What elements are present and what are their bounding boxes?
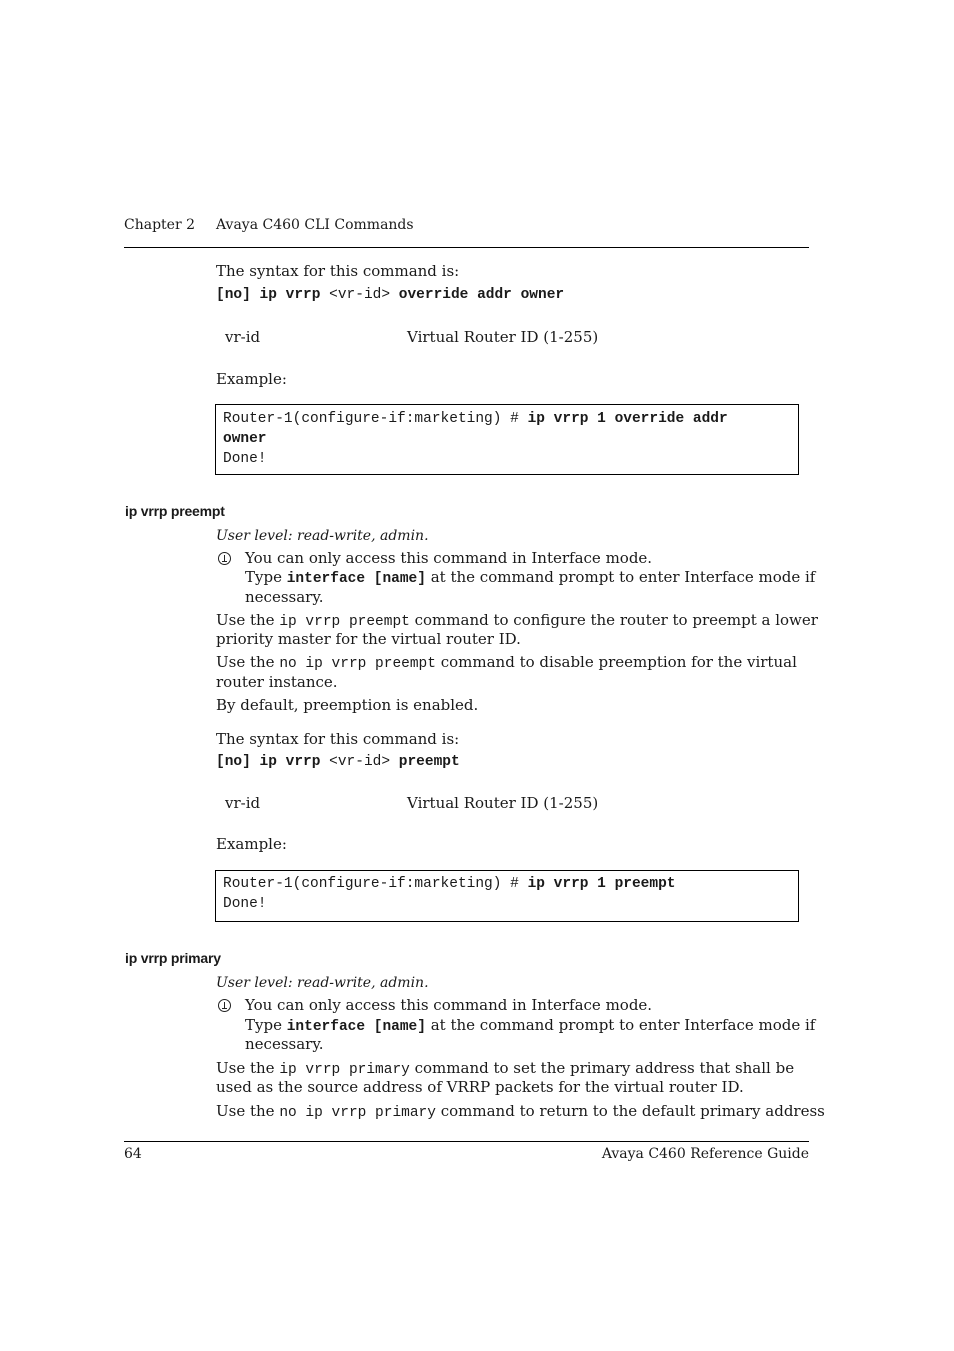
info-icon [218, 999, 231, 1012]
desc-3: By default, preemption is enabled. [216, 696, 479, 714]
syntax-intro: The syntax for this command is: [216, 730, 460, 748]
header-rule [124, 247, 809, 248]
desc-1-line-1: Use the ip vrrp preempt command to configure the router to preempt a lower [216, 611, 818, 630]
chapter-title: Avaya C460 CLI Commands [216, 217, 414, 233]
desc-1-line-1: Use the ip vrrp primary command to set the primary address that shall be [216, 1059, 795, 1078]
page-number: 64 [124, 1146, 142, 1162]
example-line-2: owner [223, 431, 267, 447]
note-line-1: You can only access this command in Interface mode. [245, 549, 653, 567]
syntax-line: [no] ip vrrp <vr-id> override addr owner [216, 287, 565, 303]
note-line-1: You can only access this command in Interface mode. [245, 996, 653, 1014]
user-level: User level: read-write, admin. [216, 975, 429, 991]
param-desc: Virtual Router ID (1-255) [407, 794, 599, 812]
desc-2-line-2: router instance. [216, 673, 338, 691]
guide-title: Avaya C460 Reference Guide [601, 1146, 809, 1162]
param-name: vr-id [225, 794, 261, 812]
footer-rule [124, 1141, 809, 1142]
desc-1-line-2: priority master for the virtual router ID. [216, 630, 521, 648]
info-icon [218, 552, 231, 565]
section-title-preempt: ip vrrp preempt [125, 503, 225, 519]
example-result: Done! [223, 451, 267, 467]
example-result: Done! [223, 896, 267, 912]
desc-2-line-1: Use the no ip vrrp preempt command to disable preemption for the virtual [216, 653, 797, 672]
example-line-1: Router-1(configure-if:marketing) # ip vrrp 1 preempt [223, 876, 676, 892]
note-line-2: Type interface [name] at the command prompt to enter Interface mode if [245, 568, 816, 587]
section-title-primary: ip vrrp primary [125, 950, 221, 966]
user-level: User level: read-write, admin. [216, 528, 429, 544]
desc-1-line-2: used as the source address of VRRP packets for the virtual router ID. [216, 1078, 744, 1096]
syntax-line: [no] ip vrrp <vr-id> preempt [216, 754, 460, 770]
note-line-3: necessary. [245, 588, 324, 606]
example-label: Example: [216, 370, 287, 388]
param-desc: Virtual Router ID (1-255) [407, 328, 599, 346]
chapter-label: Chapter 2 [124, 217, 195, 233]
example-label: Example: [216, 835, 287, 853]
note-line-3: necessary. [245, 1035, 324, 1053]
syntax-intro: The syntax for this command is: [216, 262, 460, 280]
param-name: vr-id [225, 328, 261, 346]
example-line-1: Router-1(configure-if:marketing) # ip vrrp 1 override addr [223, 411, 728, 427]
note-line-2: Type interface [name] at the command prompt to enter Interface mode if [245, 1016, 816, 1035]
desc-2-line-1: Use the no ip vrrp primary command to return to the default primary address [216, 1102, 825, 1121]
